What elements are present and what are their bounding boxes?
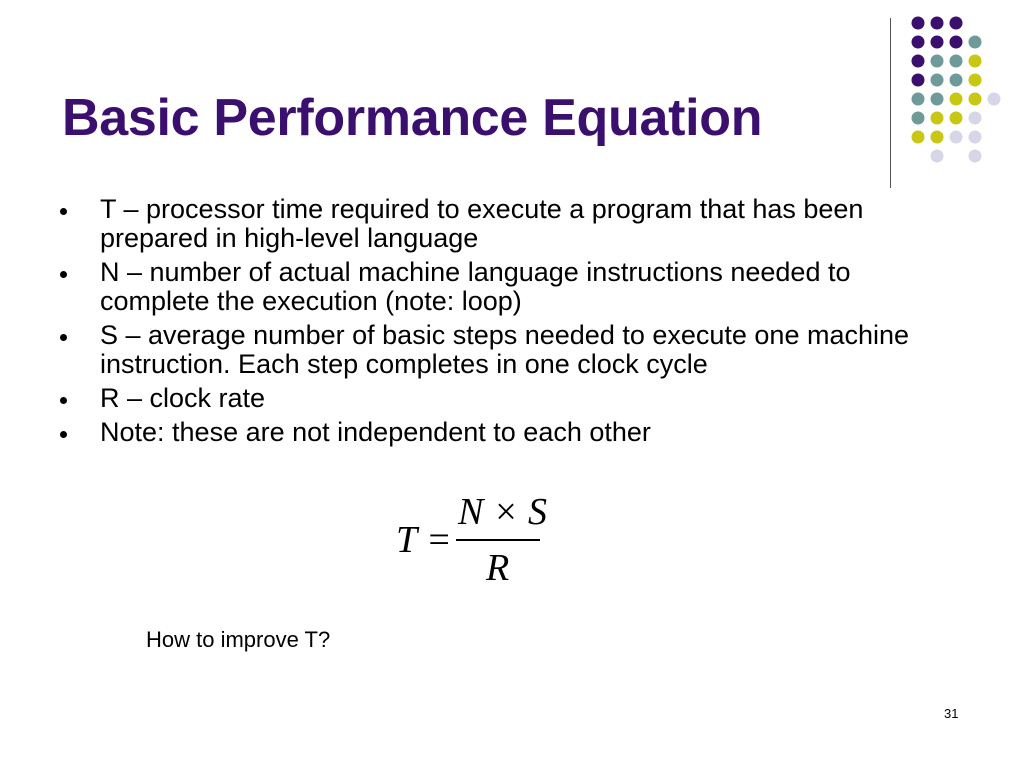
- decorative-dot: [931, 74, 944, 87]
- bullet-text: T – processor time required to execute a program that has been prepared in high-level language: [100, 194, 864, 253]
- decorative-dot: [912, 131, 925, 144]
- page-number: 31: [944, 706, 959, 721]
- decorative-dot: [969, 55, 982, 68]
- bullet-text: N – number of actual machine language instructions needed to complete the execution (note: loop): [100, 257, 851, 316]
- bullet-item: [60, 321, 960, 379]
- decorative-dot: [969, 36, 982, 49]
- decorative-dot: [912, 74, 925, 87]
- decorative-dot: [912, 55, 925, 68]
- bullet-dot-icon: [60, 397, 67, 404]
- question-text: How to improve T?: [146, 627, 331, 652]
- bullet-text: R – clock rate: [100, 383, 266, 413]
- bullet-text: S – average number of basic steps needed to execute one machine instruction. Each step completes in one clock cycle: [100, 320, 910, 379]
- bullet-item: [60, 384, 960, 413]
- bullet-dot-icon: [60, 334, 67, 341]
- decorative-dot: [950, 93, 963, 106]
- decorative-dot: [931, 55, 944, 68]
- decorative-dot: [950, 17, 963, 30]
- equation-numerator: N × S: [458, 491, 547, 533]
- bullet-item: [60, 258, 960, 316]
- equation-lhs: T =: [396, 519, 452, 561]
- bullet-list: [60, 195, 960, 452]
- slide-title: Basic Performance Equation: [62, 89, 763, 147]
- equation-denominator: R: [486, 547, 510, 589]
- decorative-dot: [912, 93, 925, 106]
- decorative-dot: [969, 150, 982, 163]
- decorative-dot: [969, 131, 982, 144]
- decorative-dot: [912, 36, 925, 49]
- bullet-dot-icon: [60, 431, 67, 438]
- bullet-item: [60, 418, 960, 447]
- decorative-dot: [931, 112, 944, 125]
- decorative-dot: [912, 17, 925, 30]
- decorative-dot: [931, 36, 944, 49]
- decorative-dot: [969, 112, 982, 125]
- decorative-dot: [988, 93, 1001, 106]
- bullet-item: [60, 195, 960, 253]
- decorative-dot: [969, 93, 982, 106]
- decorative-dot: [931, 150, 944, 163]
- fraction-bar: [456, 539, 540, 541]
- decorative-dot: [931, 17, 944, 30]
- decorative-dot: [950, 74, 963, 87]
- decorative-dot: [969, 74, 982, 87]
- bullet-dot-icon: [60, 271, 67, 278]
- vertical-divider: [890, 18, 891, 188]
- bullet-dot-icon: [60, 208, 67, 215]
- decorative-dot: [931, 93, 944, 106]
- decorative-dot: [950, 55, 963, 68]
- decorative-dot: [950, 131, 963, 144]
- bullet-text: Note: these are not independent to each other: [100, 417, 651, 447]
- decorative-dot: [912, 112, 925, 125]
- decorative-dot: [950, 112, 963, 125]
- performance-equation: [392, 488, 552, 598]
- decorative-dot: [931, 131, 944, 144]
- decorative-dot: [950, 36, 963, 49]
